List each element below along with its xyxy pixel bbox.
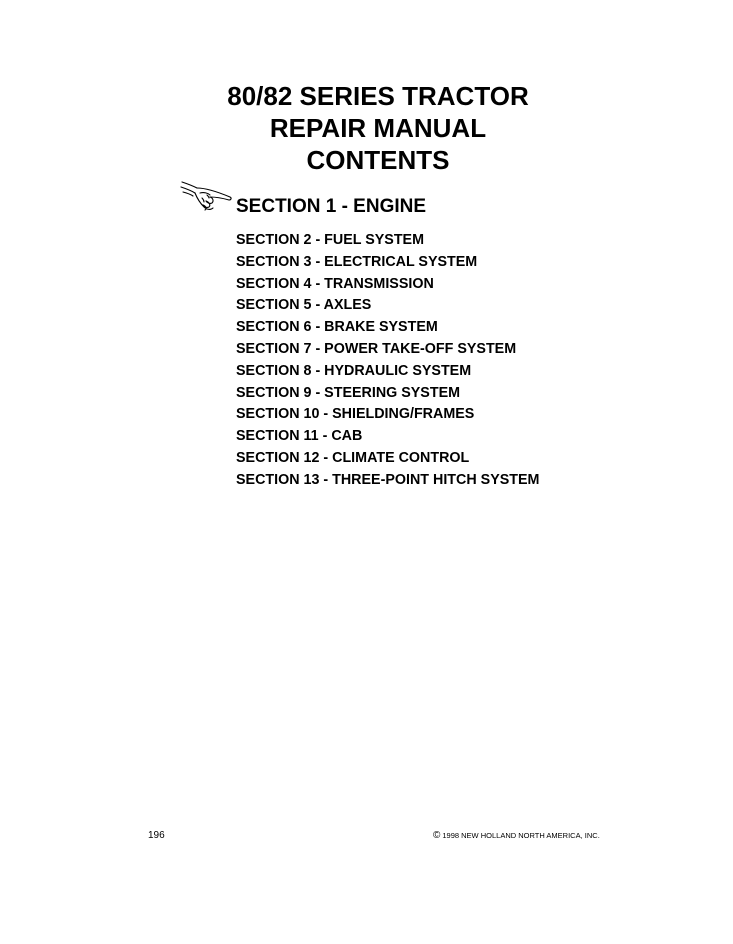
title-line-contents: CONTENTS	[306, 145, 450, 175]
title-line-manual: REPAIR MANUAL	[269, 113, 487, 143]
section-item-12: SECTION 12 - CLIMATE CONTROL	[236, 449, 470, 466]
title-line-series: 80/82 SERIES TRACTOR	[227, 81, 529, 111]
section-item-9: SECTION 9 - STEERING SYSTEM	[236, 384, 461, 401]
section-item-13: SECTION 13 - THREE-POINT HITCH SYSTEM	[236, 471, 540, 488]
section-item-11: SECTION 11 - CAB	[236, 428, 363, 445]
section-list	[236, 230, 539, 492]
section-item-3: SECTION 3 - ELECTRICAL SYSTEM	[236, 253, 478, 270]
copyright-icon: ©	[433, 830, 441, 841]
copyright-text: 1998 NEW HOLLAND NORTH AMERICA, INC.	[442, 831, 600, 840]
section-item-10: SECTION 10 - SHIELDING/FRAMES	[236, 406, 475, 423]
copyright-notice	[433, 830, 600, 842]
section-item-4: SECTION 4 - TRANSMISSION	[236, 275, 434, 292]
document-title	[0, 80, 733, 176]
section-item-2: SECTION 2 - FUEL SYSTEM	[236, 232, 425, 248]
page-number: 196	[148, 830, 165, 841]
pointing-hand-icon	[180, 176, 234, 214]
current-section-heading: SECTION 1 - ENGINE	[236, 196, 427, 217]
section-item-8: SECTION 8 - HYDRAULIC SYSTEM	[236, 362, 472, 379]
section-item-7: SECTION 7 - POWER TAKE-OFF SYSTEM	[236, 340, 517, 357]
section-item-5: SECTION 5 - AXLES	[236, 297, 372, 314]
section-item-6: SECTION 6 - BRAKE SYSTEM	[236, 319, 438, 336]
